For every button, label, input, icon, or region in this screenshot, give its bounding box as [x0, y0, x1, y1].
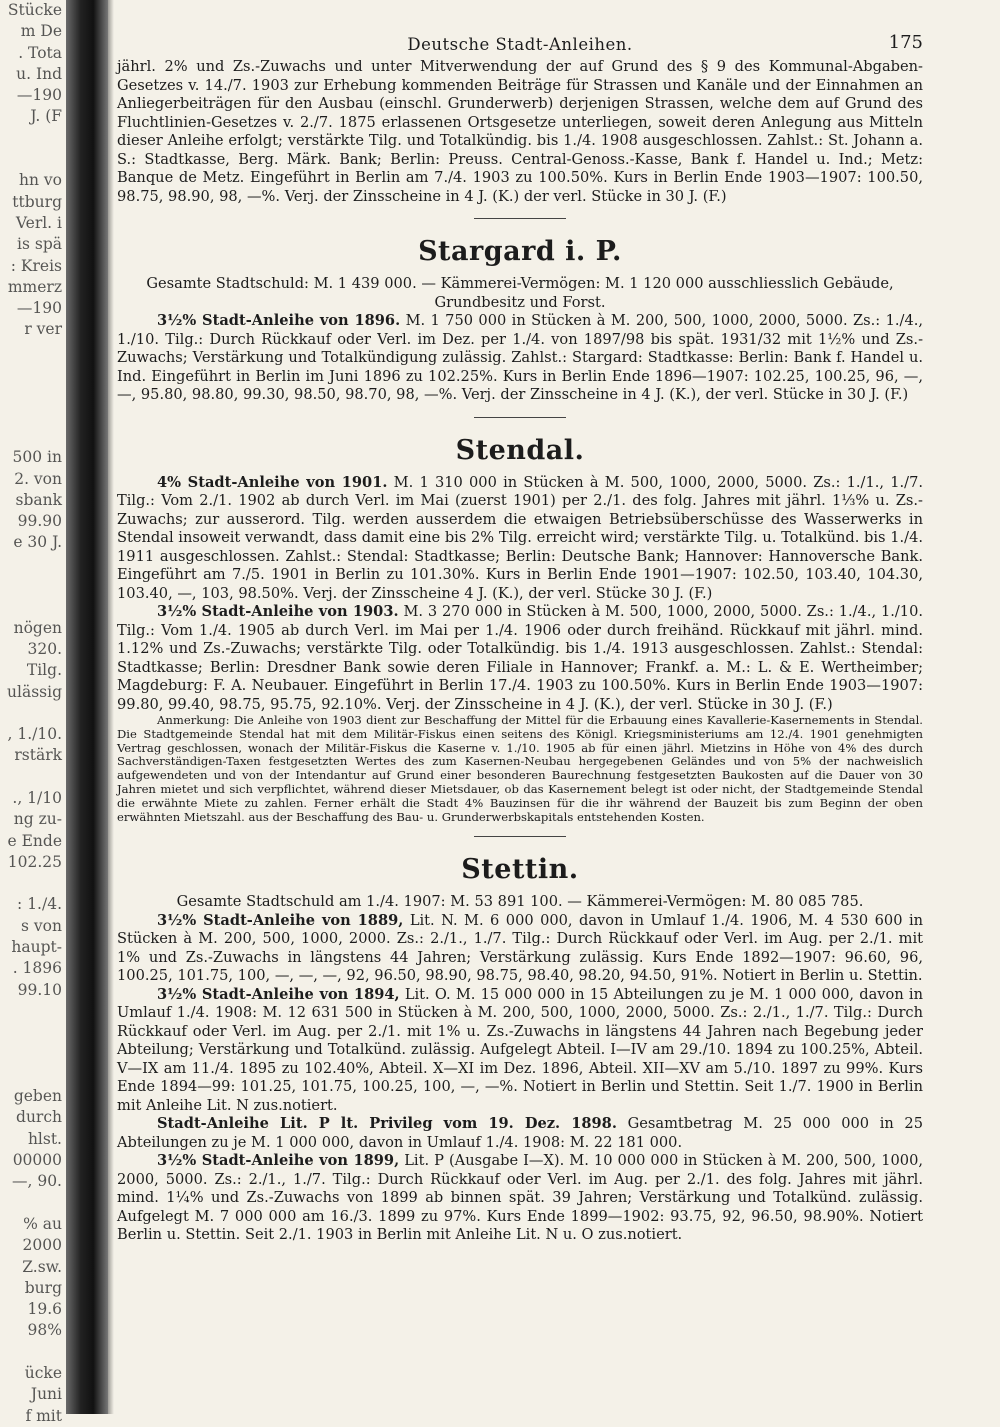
stettin-loan-1894	[117, 986, 923, 1116]
bleed-line: Stücke	[7, 1, 62, 19]
bleed-line	[0, 873, 66, 894]
bleed-line: r ver	[24, 320, 62, 339]
bleed-line: hlst.	[27, 1129, 62, 1148]
bleed-line: ., 1/10	[12, 788, 62, 807]
bleed-line: 2. von	[14, 469, 62, 488]
section-rule	[474, 417, 566, 418]
note-label: Anmerkung:	[157, 713, 230, 727]
stargard-loan-1896	[117, 312, 923, 405]
bleed-line: ücke	[24, 1364, 62, 1382]
loan-text: Lit. O. M. 15 000 000 in 15 Abteilungen zu je M. 1 000 000, davon in Umlauf 1./4. 1908: M. 12 631 500 in Stücken à M. 200, 500, 1000, 2000, 5000. Zs.: 2./1., 1./7. Tilg.: Durch Rückkauf oder Verl. im Aug. per 2./1. mit 1% u. Zs.-Zuwachs in längstens 44 Jahren nach Begebung jeder Abteilung; Verstärkung und Totalkünd. zulässig. Aufgelegt Abteil. I—IV am 29./10. 1894 zu 100.25%, Abteil. V—IX am 11./4. 1895 zu 102.40%, Abteil. X—XI im Dez. 1896, Abteil. XII—XV am 5./10. 1897 zu 99%. Kurs Ende 1894—99: 101.25, 101.75, 100.25, 100, —, —%. Notiert in Berlin und Stettin. Seit 1./7. 1900 in Berlin mit Anleihe Lit. N zus.notiert.	[117, 985, 923, 1114]
stettin-debt-line: Gesamte Stadtschuld am 1./4. 1907: M. 53 891 100. — Kämmerei-Vermögen: M. 80 085 785.	[176, 893, 864, 911]
bleed-line: 99.10	[17, 980, 62, 999]
bleed-line: e Ende	[7, 831, 62, 850]
bleed-line: 99.90	[17, 512, 62, 531]
bleed-line	[0, 1193, 66, 1214]
bleed-line	[0, 767, 66, 788]
bleed-line: ulässig	[7, 682, 62, 701]
bleed-line: . 1896	[12, 959, 62, 978]
loan-title: 3½% Stadt-Anleihe von 1899,	[157, 1152, 400, 1170]
stendal-loan-1901	[117, 474, 923, 604]
bleed-line: J. (F	[30, 107, 62, 126]
bleed-line: mmerz	[7, 277, 62, 296]
bleed-line: geben	[13, 1087, 62, 1106]
loan-text: M. 1 750 000 in Stücken à M. 200, 500, 1000, 2000, 5000. Zs.: 1./4., 1./10. Tilg.: Durch Rückkauf oder Verl. im Dez. per 1./4. von 1897/98 bis spät. 1931/32 mit 1½% und Zs.-Zuwachs; Verstärkung und Totalkündigung zulässig. Zahlst.: Stargard: Stadtkasse: Berlin: Bank f. Handel u. Ind. Eingeführt in Berlin im Juni 1896 zu 102.25%. Kurs in Berlin Ende 1896—1907: 102.25, 100.25, 96, —, —, 95.80, 98.80, 99.30, 98.50, 98.70, 98, —%. Verj. der Zinsscheine in 4 J. (K.), der verl. Stücke in 30 J. (F.)	[117, 312, 924, 403]
bleed-line: 2000	[22, 1236, 62, 1255]
heading-stettin: Stettin.	[461, 854, 579, 886]
bleed-line: u. Ind	[16, 64, 62, 83]
bleed-line	[0, 1022, 66, 1043]
bleed-line: % au	[23, 1214, 62, 1233]
loan-title: 3½% Stadt-Anleihe von 1894,	[157, 985, 400, 1003]
bleed-line	[0, 128, 66, 149]
bleed-line: 19.6	[27, 1300, 62, 1319]
stettin-loan-lit-p	[117, 1115, 923, 1152]
bleed-line: —190	[16, 299, 62, 318]
bleed-line: s von	[21, 916, 62, 935]
bleed-line: : 1./4.	[17, 895, 62, 914]
intro-paragraph: jährl. 2% und Zs.-Zuwachs und unter Mitverwendung der auf Grund des § 9 des Kommunal-Abgaben-Gesetzes v. 14./7. 1903 zur Erhebung kommenden Beiträge für Strassen und Kanäle und der Einnahmen an Anliegerbeiträgen für den Ausbau (einschl. Grunderwerb) derjenigen Strassen, welche dem auf Grund des Fluchtlinien-Gesetzes v. 2./7. 1875 erlassenen Ortsgesetze unterliegen, soweit deren Anlegung aus Mitteln dieser Anleihe erfolgt; verstärkte Tilg. und Totalkündig. bis 1./4. 1908 ausgeschlossen. Zahlst.: St. Johann a. S.: Stadtkasse, Berg. Märk. Bank; Berlin: Preuss. Central-Genoss.-Kasse, Bank f. Handel u. Ind.; Metz: Banque de Metz. Eingeführt in Berlin am 7./4. 1903 zu 100.50%. Kurs in Berlin Ende 1903—1907: 100.50, 98.75, 98.90, 98, —%. Verj. der Zinsscheine in 4 J. (K.) der verl. Stücke in 30 J. (F.)	[117, 58, 923, 205]
loan-text: Gesamtbetrag M. 25 000 000 in 25 Abteilungen zu je M. 1 000 000, davon in Umlauf 1./4. 1908: M. 22 181 000.	[117, 1115, 923, 1151]
bleed-line: f mit	[25, 1406, 62, 1425]
stendal-note	[117, 714, 923, 824]
bleed-line	[0, 554, 66, 575]
page	[117, 28, 923, 1245]
bleed-line	[0, 362, 66, 383]
bleed-line: burg	[24, 1278, 62, 1297]
stettin-loan-1899	[117, 1152, 923, 1245]
loan-title: 4% Stadt-Anleihe von 1901.	[157, 473, 388, 491]
loan-title: 3½% Stadt-Anleihe von 1889,	[157, 911, 404, 929]
bleed-line: m De	[20, 22, 62, 41]
bleed-line: 320.	[27, 639, 62, 658]
bleed-line	[0, 149, 66, 170]
bleed-line	[0, 575, 66, 596]
note-text: Die Anleihe von 1903 dient zur Beschaffung der Mittel für die Erbauung eines Kavallerie-Kasernements in Stendal. Die Stadtgemeinde Stendal hat mit dem Militär-Fiskus einen seitens des Königl. Kriegsministeriums am 12./4. 1901 genehmigten Vertrag geschlossen, wonach der Militär-Fiskus die Kaserne v. 1./10. 1905 ab für einen jährl. Mietzins in Höhe von 4% des durch Sachverständigen-Taxen festgesetzten Wertes des zum Kasernen-Neubau hergegebenen Geländes und von 5% der nachweislich aufgewendeten und von der Intendantur auf Grund einer besonderen Baurechnung festgesetzten Baukosten auf die Dauer von 30 Jahren mietet und sich verpflichtet, während dieser Mietsdauer, ob das Kasernement belegt ist oder nicht, der Stadtgemeinde Stendal die erwähnte Miete zu zahlen. Ferner erhält die Stadt 4% Bauzinsen für die ihr während der Bauzeit bis zum Beginn der oben erwähnten Mietszahl. aus der Beschaffung des Bau- u. Grunderwerbskapitals entstehenden Kosten.	[117, 713, 923, 824]
bleed-line: e 30 J.	[13, 533, 62, 552]
bleed-line: nögen	[13, 618, 62, 637]
bleed-line: rstärk	[14, 746, 62, 765]
page-number: 175	[888, 32, 923, 53]
loan-title: 3½% Stadt-Anleihe von 1896.	[157, 312, 401, 329]
bleed-line	[0, 596, 66, 617]
section-rule	[474, 218, 566, 219]
loan-text: Lit. P (Ausgabe I—X). M. 10 000 000 in Stücken à M. 200, 500, 1000, 2000, 5000. Zs.: 2./1., 1./7. Tilg.: Durch Rückkauf oder Verl. im Aug. per 2./1. des folg. Jahres mit jährl. mind. 1¼% und Zs.-Zuwachs von 1899 ab binnen spät. 39 Jahren; Verstärkung und Totalkünd. zulässig. Aufgelegt M. 7 000 000 am 16./3. 1899 zu 97%. Kurs Ende 1899—1902: 93.75, 92, 96.50, 98.90%. Notiert Berlin u. Stettin. Seit 2./1. 1903 in Berlin mit Anleihe Lit. N u. O zus.notiert.	[117, 1152, 924, 1244]
bleed-line: . Tota	[18, 43, 62, 62]
bleed-line: —190	[16, 86, 62, 105]
bleed-line: durch	[16, 1108, 62, 1127]
bleed-line	[0, 1001, 66, 1022]
bleed-line: 00000	[12, 1151, 62, 1170]
running-title: Deutsche Stadt-Anleihen.	[407, 35, 633, 54]
bleed-line	[0, 703, 66, 724]
stendal-loan-1903	[117, 603, 923, 714]
bleed-line: haupt-	[11, 938, 62, 957]
bleed-line: 98%	[27, 1321, 62, 1340]
loan-title: 3½% Stadt-Anleihe von 1903.	[157, 603, 399, 620]
heading-stendal: Stendal.	[455, 434, 585, 466]
bleed-line	[0, 341, 66, 362]
bleed-line: Z.sw.	[22, 1257, 62, 1276]
bleed-line: ng zu-	[13, 810, 62, 829]
bleed-line	[0, 426, 66, 447]
stargard-debt-line: Gesamte Stadtschuld: M. 1 439 000. — Kämmerei-Vermögen: M. 1 120 000 ausschliesslich Gebäude, Grundbesitz und Forst.	[146, 275, 894, 311]
loan-title: Stadt-Anleihe Lit. P lt. Privileg vom 19. Dez. 1898.	[157, 1115, 617, 1133]
section-rule	[474, 836, 566, 837]
bleed-line: Tilg.	[26, 661, 62, 680]
running-head	[117, 28, 923, 58]
adjacent-page-bleed	[0, 0, 66, 1425]
heading-stargard: Stargard i. P.	[418, 236, 622, 267]
bleed-line	[0, 1065, 66, 1086]
bleed-line: —, 90.	[11, 1172, 62, 1191]
bleed-line: 500 in	[12, 448, 62, 467]
bleed-line	[0, 383, 66, 404]
stettin-loan-1889	[117, 912, 923, 986]
bleed-line: Juni	[30, 1385, 62, 1404]
bleed-line: : Kreis	[10, 256, 62, 275]
bleed-line: hn vo	[19, 171, 62, 190]
bleed-line: ttburg	[12, 192, 62, 211]
book-gutter	[66, 0, 108, 1414]
bleed-line	[0, 405, 66, 426]
bleed-line: , 1./10.	[7, 725, 62, 744]
bleed-line	[0, 1342, 66, 1363]
bleed-line: is spä	[17, 235, 62, 254]
loan-text: M. 1 310 000 in Stücken à M. 500, 1000, 2000, 5000. Zs.: 1./1., 1./7. Tilg.: Vom 2./1. 1902 ab durch Verl. im Mai (zuerst 1901) per 2./1. des folg. Jahres mit jährl. 1⅓% u. Zs.-Zuwachs; zur ausserord. Tilg. werden ausserdem die etwaigen Betriebsüberschüsse des Wasserwerks in Stendal insoweit verwandt, dass damit eine bis 2% Tilg. erreicht wird; verstärkte Tilg. u. Totalkünd. bis 1./4. 1911 ausgeschlossen. Zahlst.: Stendal: Stadtkasse; Berlin: Deutsche Bank; Hannover: Hannoversche Bank. Eingeführt am 7./5. 1901 in Berlin zu 101.30%. Kurs in Berlin Ende 1901—1907: 102.50, 103.40, 104.30, 103.40, —, 103, 98.50%. Verj. der Zinsscheine 4 J. (K.), der verl. Stücke 30 J. (F.)	[117, 473, 923, 602]
loan-text: Lit. N. M. 6 000 000, davon in Umlauf 1./4. 1906, M. 4 530 600 in Stücken à M. 200, 500, 1000, 2000. Zs.: 2./1., 1./7. Tilg.: Durch Rückkauf oder Verl. im Aug. per 2./1. mit 1% und Zs.-Zuwachs in längstens 44 Jahren; Verstärkung zulässig. Kurs Ende 1892—1907: 96.60, 96, 100.25, 101.75, 100, —, —, —, 92, 96.50, 98.90, 98.75, 98.40, 98.20, 94.50, 91%. Notiert in Berlin u. Stettin.	[117, 911, 924, 985]
bleed-line	[0, 1044, 66, 1065]
bleed-line: sbank	[15, 490, 62, 509]
gutter-shadow	[108, 0, 114, 1414]
bleed-line: Verl. i	[15, 213, 62, 232]
loan-text: M. 3 270 000 in Stücken à M. 500, 1000, 2000, 5000. Zs.: 1./4., 1./10. Tilg.: Vom 1./4. 1905 ab durch Verl. im Mai per 1./4. 1906 oder durch freihänd. Rückkauf mit jährl. mind. 1.12% und Zs.-Zuwachs; verstärkte Tilg. oder Totalkündig. bis 1./4. 1913 ausgeschlossen. Zahlst.: Stendal: Stadtkasse; Berlin: Dresdner Bank sowie deren Filiale in Hannover; Frankf. a. M.: L. & E. Wertheimber; Magdeburg: F. A. Neubauer. Eingeführt in Berlin 17./4. 1903 zu 100.50%. Kurs in Berlin Ende 1903—1907: 99.80, 99.40, 98.75, 95.75, 92.10%. Verj. der Zinsscheine in 4 J. (K.), der verl. Stücke in 30 J. (F.)	[117, 603, 924, 713]
bleed-line: 102.25	[7, 852, 62, 871]
